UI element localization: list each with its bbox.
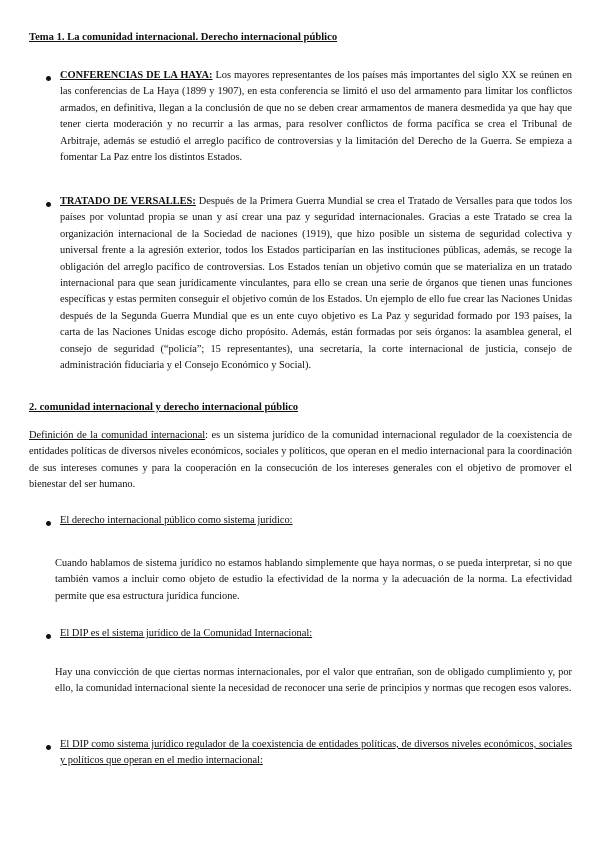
subsection-heading: El derecho internacional público como sistema jurídico: — [60, 515, 293, 526]
definition-text: : es un sistema jurídico de la comunidad internacional regulador de la coexistencia de entidades políticas de diversos niveles económicos, sociales y políticos, que operan en el medio internacional para la coordinación de sus intereses comunes y para la cooperación en la consecución de los intereses generales con el objetivo de promover el bienestar del ser humano. — [29, 430, 572, 491]
bullet-lead: TRATADO DE VERSALLES: — [60, 196, 196, 207]
bullet-icon — [46, 76, 51, 81]
page-title: Tema 1. La comunidad internacional. Derecho internacional público — [29, 32, 338, 43]
bullet-icon — [46, 745, 51, 750]
definition-paragraph — [29, 428, 572, 494]
subsection-text: Hay una convicción de que ciertas normas internacionales, por el valor que entrañan, son de obligado cumplimiento y, por ello, la comunidad internacional siente la necesidad de reconocer una serie de principios y normas que recogen esos valores. — [55, 667, 572, 695]
bullet-icon — [46, 634, 51, 639]
section-heading: 2. comunidad internacional y derecho internacional público — [29, 402, 299, 413]
bullet-text: Los mayores representantes de los países más importantes del siglo XX se reúnen en las conferencias de La Haya (1899 y 1907), en esta conferencia se limitó el uso del armamento para limitar los conflictos armados, en definitiva, llegan a la conclusión de que no se deben crear armamentos de manera desmedida ya que hay que tener cierta moderación y no recurrir a las armas, para resolver conflictos de forma pacífica se crea el Tribunal de Arbitraje, además se estudió el arreglo pacífico de controversias y la limitación del Derecho de la Guerra. Se empieza a fomentar La Paz entre los distintos Estados. — [60, 70, 572, 164]
bullet-text: Después de la Primera Guerra Mundial se crea el Tratado de Versalles para que todos los países por voluntad propia se unan y así crear una paz y seguridad internacionales. Gracias a este Tratado se crea la organización internacional de la Sociedad de naciones (1919), que hizo posible un sistema de seguridad colectiva y universal frente a la agresión exterior, todos los Estados participarían en las instituciones públicas, además, se recoge la obligación del arreglo pacífico de controversias. Los Estados tenían un objetivo común que se materializa en un tratado internacional para que sean jurídicamente vinculantes, para ello se crean una serie de órganos que tienen unas funciones específicas y estas permiten conseguir el objetivo común de los Estados. Un ejemplo de ello fue crear las Naciones Unidas después de la Segunda Guerra Mundial que es un ente cuyo objetivo es La Paz y seguridad formado por 193 países, la carta de las Naciones Unidas escoge dicho propósito. Además, están formadas por seis órganos: la asamblea general, el consejo de seguridad (“policía”; 15 representantes), una secretaría, la corte internacional de justicia, consejo de administración fiduciaria y el Consejo Económico y Social). — [60, 196, 573, 372]
bullet-lead: CONFERENCIAS DE LA HAYA: — [60, 70, 213, 81]
bullet-versalles — [60, 194, 572, 374]
bullet-icon — [46, 521, 51, 526]
subsection-heading: El DIP como sistema jurídico regulador de la coexistencia de entidades políticas, de diversos niveles económicos, sociales y políticos que operan en el medio internacional: — [60, 739, 572, 767]
bullet-conferencias — [60, 68, 572, 166]
definition-label: Definición de la comunidad internacional — [29, 430, 206, 441]
bullet-icon — [46, 202, 51, 207]
subsection-text: Cuando hablamos de sistema jurídico no estamos hablando simplemente que haya normas, o se pueda interpretar, si no que también vamos a incluir como objeto de estudio la efectividad de la norma y la adecuación de la norma. La efectividad permite que esa estructura jurídica funcione. — [55, 558, 572, 602]
subsection-heading: El DIP es el sistema jurídico de la Comunidad Internacional: — [60, 628, 313, 639]
